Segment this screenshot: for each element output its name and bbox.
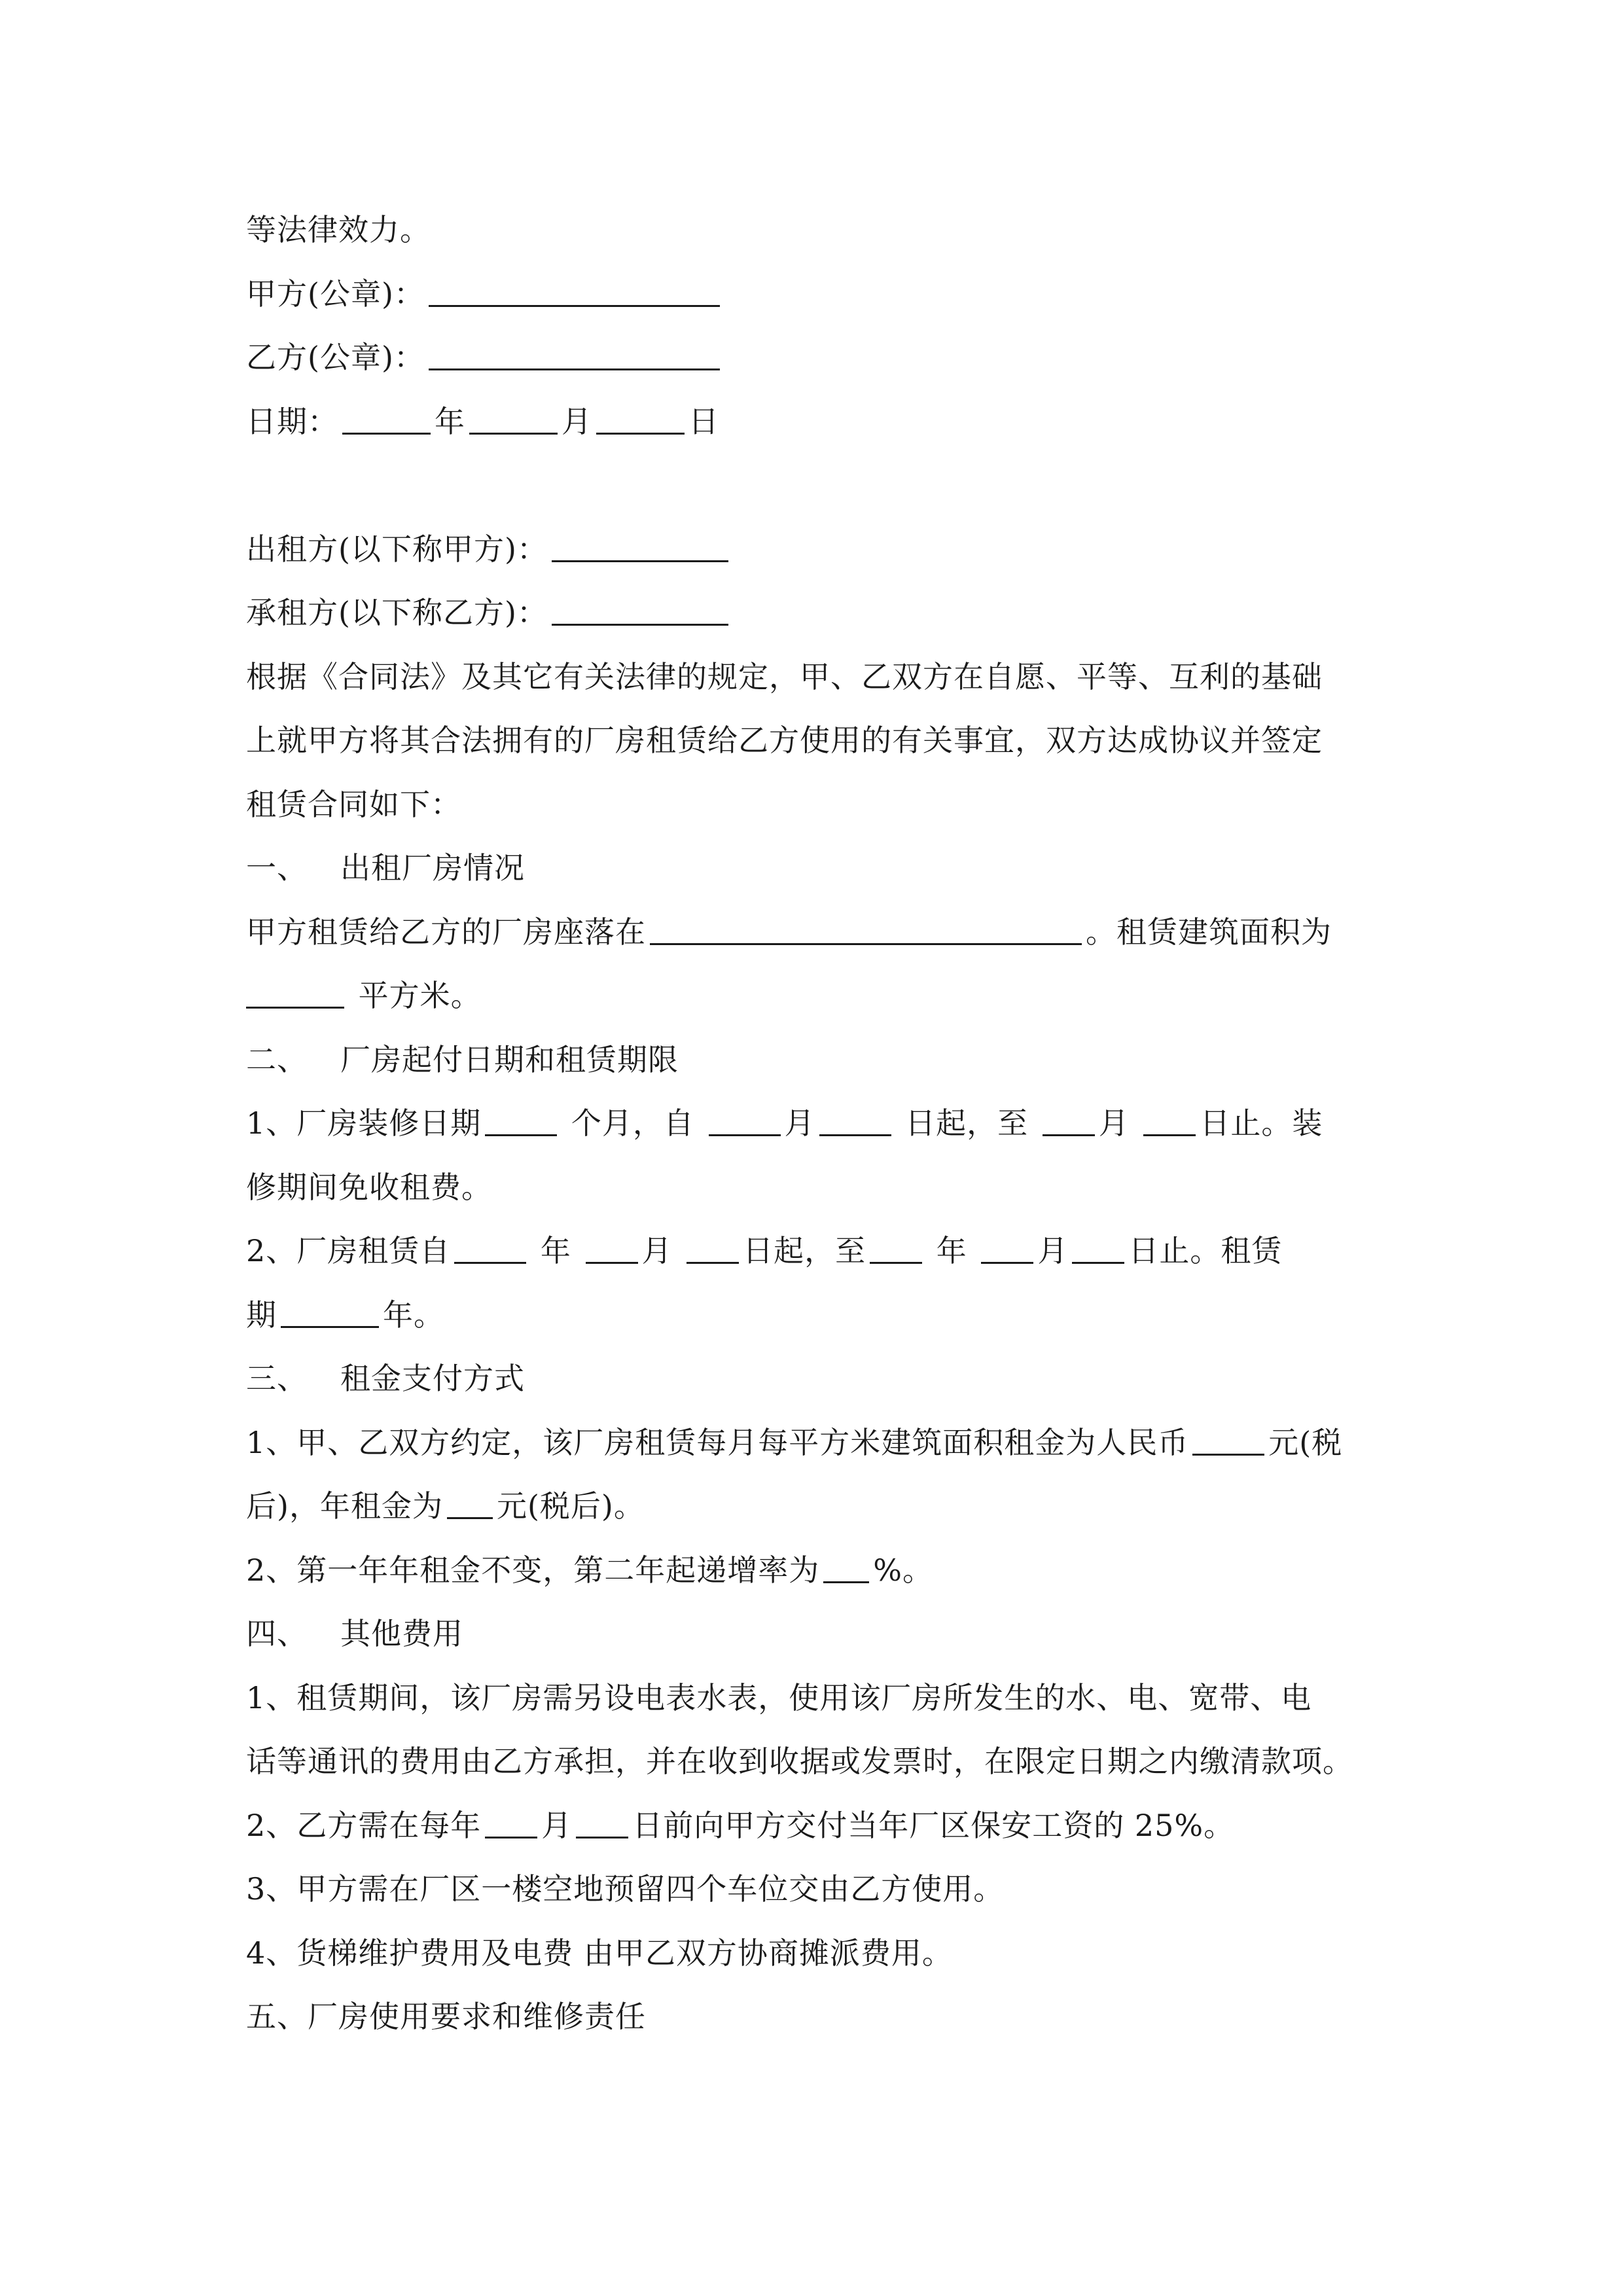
preamble-line-2: 上就甲方将其合法拥有的厂房租赁给乙方使用的有关事宜，双方达成协议并签定 <box>246 723 1323 758</box>
preamble-line-1: 根据《合同法》及其它有关法律的规定，甲、乙双方在自愿、平等、互利的基础 <box>246 658 1323 694</box>
lease-years-blank <box>281 1301 379 1328</box>
section-4-heading: 四、 其他费用 <box>246 1616 463 1651</box>
annual-rent-blank <box>447 1492 493 1519</box>
section-4-item-4: 4、货梯维护费用及电费 由甲乙双方协商摊派费用。 <box>246 1935 953 1971</box>
contract-body <box>246 198 1378 2049</box>
date-month-blank <box>469 408 558 435</box>
lessor-label: 出租方(以下称甲方)： <box>246 531 548 567</box>
effect-line: 等法律效力。 <box>246 212 431 247</box>
spacer <box>246 454 1378 518</box>
section-1-heading: 一、 出租厂房情况 <box>246 850 525 886</box>
section-4-item-2: 2、乙方需在每年 月 日前向甲方交付当年厂区保安工资的 25%。 <box>246 1807 1235 1843</box>
section-3-heading: 三、 租金支付方式 <box>246 1361 525 1396</box>
area-blank <box>246 982 344 1009</box>
date-year-blank <box>342 408 431 435</box>
lessee-label: 承租方(以下称乙方)： <box>246 595 548 630</box>
lessee-blank <box>552 599 728 626</box>
section-3-item-2: 2、第一年年租金不变，第二年起递增率为 %。 <box>246 1552 933 1588</box>
section-3-item-1-line-2: 后)，年租金为 元(税后)。 <box>246 1488 645 1524</box>
lessor-blank <box>552 535 728 562</box>
section-2-item-2-line-2: 期 年。 <box>246 1297 444 1333</box>
section-2-item-1-line-2: 修期间免收租费。 <box>246 1169 492 1205</box>
renovation-months-blank <box>485 1109 557 1136</box>
section-5-heading: 五、厂房使用要求和维修责任 <box>246 1999 646 2034</box>
section-4-item-1-line-2: 话等通讯的费用由乙方承担，并在收到收据或发票时，在限定日期之内缴清款项。 <box>246 1744 1353 1779</box>
lessor-line <box>246 518 1378 582</box>
increase-rate-blank <box>823 1556 869 1583</box>
party-a-seal-blank <box>429 280 720 307</box>
section-1-line-2: 平方米。 <box>246 964 1378 1028</box>
date-line: 日期： 年 月 日 <box>246 403 719 439</box>
location-blank <box>650 918 1082 945</box>
section-2-item-2: 2、厂房租赁自 年 月 日起，至 年 月 日止。租赁 <box>246 1233 1283 1268</box>
party-b-seal-label: 乙方(公章)： <box>246 340 425 375</box>
party-a-seal-label: 甲方(公章)： <box>246 276 425 312</box>
lessee-line <box>246 581 1378 645</box>
date-label: 日期： <box>246 403 338 439</box>
section-4-item-1: 1、租赁期间，该厂房需另设电表水表，使用该厂房所发生的水、电、宽带、电 <box>246 1679 1312 1715</box>
party-a-seal-line <box>246 262 1378 327</box>
date-day-blank <box>596 408 685 435</box>
section-1-line-1: 甲方租赁给乙方的厂房座落在 。租赁建筑面积为 <box>246 914 1332 950</box>
section-4-item-3: 3、甲方需在厂区一楼空地预留四个车位交由乙方使用。 <box>246 1871 1005 1907</box>
section-2-item-1: 1、厂房装修日期 个月，自 月 日起，至 月 日止。装 <box>246 1105 1323 1141</box>
section-2-heading: 二、 厂房起付日期和租赁期限 <box>246 1041 679 1077</box>
preamble-line-3: 租赁合同如下： <box>246 786 461 822</box>
party-b-seal-line <box>246 326 1378 390</box>
section-3-item-1: 1、甲、乙双方约定，该厂房租赁每月每平方米建筑面积租金为人民币 元(税 <box>246 1424 1343 1460</box>
party-b-seal-blank <box>429 344 720 370</box>
unit-rent-blank <box>1192 1429 1264 1456</box>
